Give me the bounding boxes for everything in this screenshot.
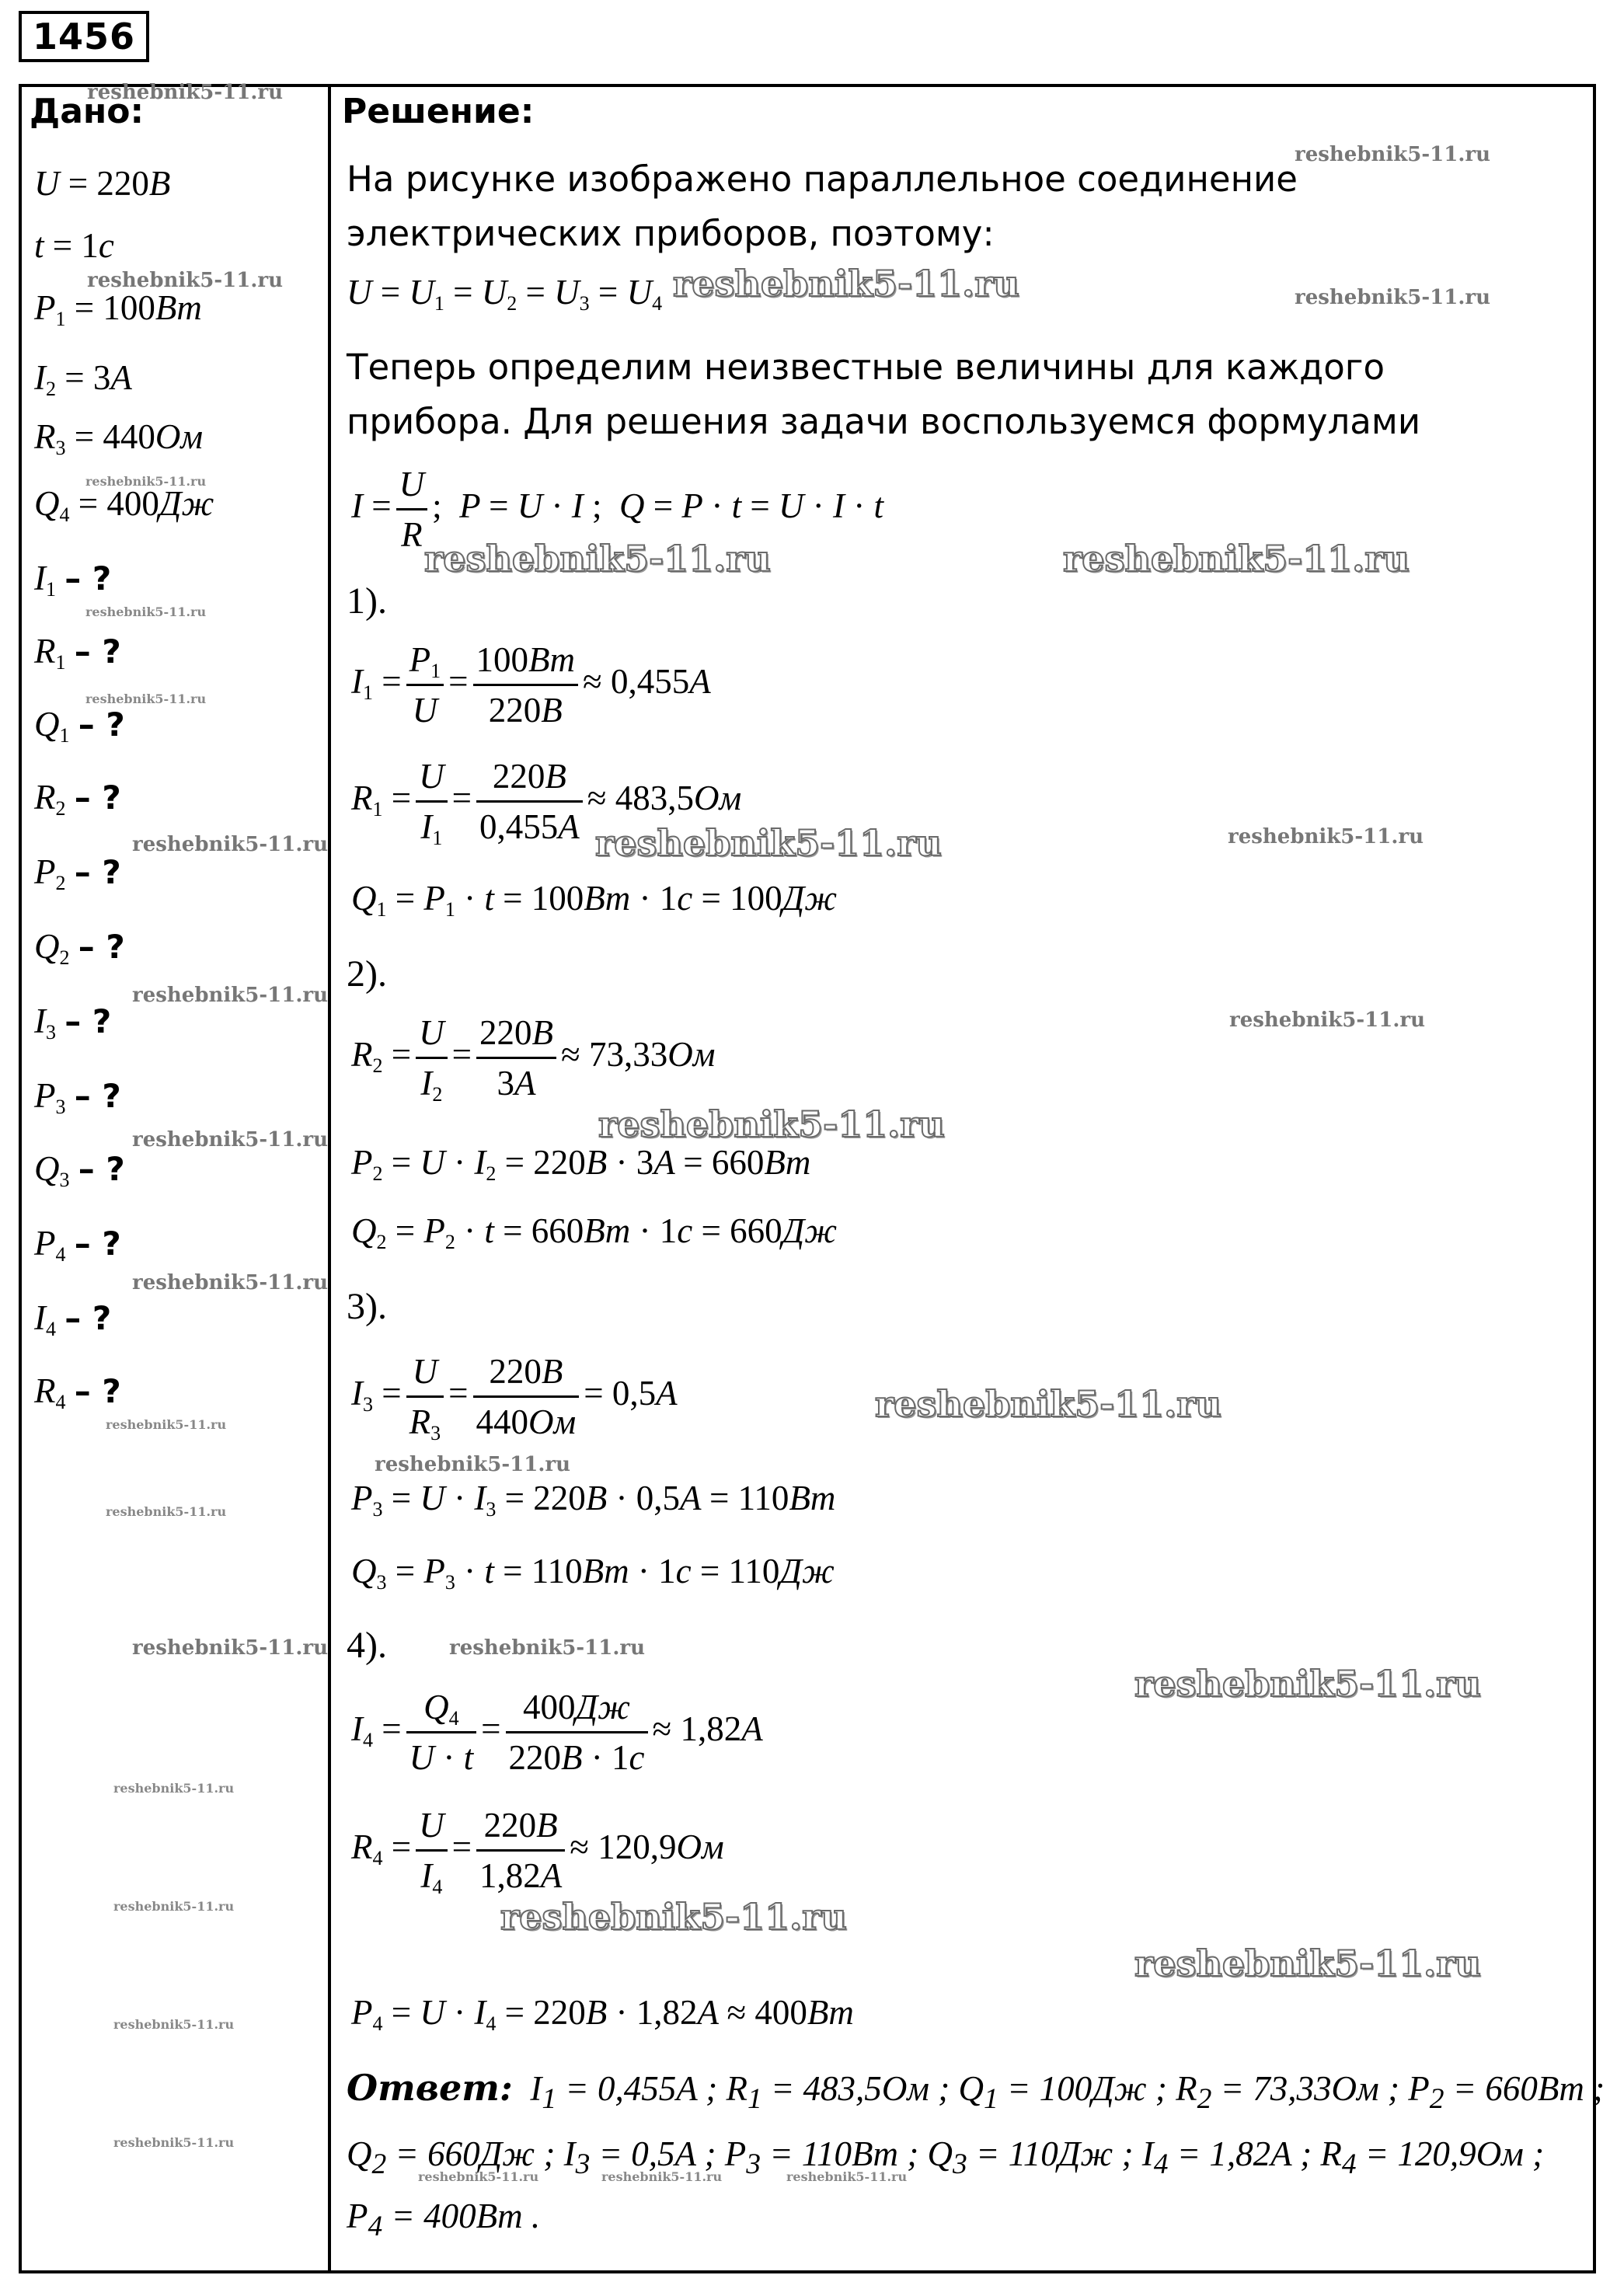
unknown-i4: $I_4$ – ? [34, 1298, 112, 1340]
step-1-label: 1). [347, 580, 387, 622]
given-current-2: $I_2 = 3A$ [34, 358, 132, 400]
watermark: reshebnik5-11.ru [85, 692, 207, 706]
unknown-p2: $P_2$ – ? [34, 852, 121, 894]
answer-line-3: $P_4 = 400Bm$ . [347, 2197, 541, 2242]
watermark: reshebnik5-11.ru [1228, 825, 1424, 848]
watermark: reshebnik5-11.ru [601, 2169, 723, 2184]
watermark: reshebnik5-11.ru [113, 2017, 235, 2032]
given-resistance-3: $R_3 = 440Ом$ [34, 417, 204, 459]
step-1-line-3: $Q_1 = P_1 \cdot t = 100Bm \cdot 1c = 100Дж$ [351, 879, 838, 921]
problem-number: 1456 [19, 11, 149, 62]
watermark: reshebnik5-11.ru [1134, 1942, 1481, 1984]
given-voltage: U = 220B [34, 164, 171, 203]
answer-label: Ответ: [347, 2067, 513, 2109]
watermark: reshebnik5-11.ru [418, 2169, 539, 2184]
unknown-q2: $Q_2$ – ? [34, 927, 125, 969]
watermark: reshebnik5-11.ru [132, 833, 329, 856]
watermark: reshebnik5-11.ru [375, 1453, 571, 1476]
watermark: reshebnik5-11.ru [500, 1896, 847, 1938]
watermark: reshebnik5-11.ru [87, 81, 284, 104]
watermark: reshebnik5-11.ru [1295, 143, 1491, 166]
given-power-1: $P_1 = 100Bm$ [34, 288, 202, 330]
step-4-line-2: $R_4$ = $\frac{U}{I_4}$ = $\frac{220B}{1,82A}$ ≈ 120,9Ом [351, 1801, 724, 1900]
watermark: reshebnik5-11.ru [875, 1383, 1221, 1425]
watermark: reshebnik5-11.ru [1229, 1009, 1426, 1032]
watermark: reshebnik5-11.ru [85, 604, 207, 619]
step-2-line-3: $Q_2 = P_2 \cdot t = 660Bm \cdot 1c = 660Дж$ [351, 1211, 838, 1253]
watermark: reshebnik5-11.ru [87, 269, 284, 292]
column-divider [328, 84, 331, 2273]
step-2-line-2: $P_2 = U \cdot I_2 = 220B \cdot 3A = 660Bm$ [351, 1143, 811, 1185]
step-4-line-3: $P_4 = U \cdot I_4 = 220B \cdot 1,82A \approx 400Bm$ [351, 1993, 854, 2035]
watermark: reshebnik5-11.ru [424, 538, 771, 580]
text-line-1: Теперь определим неизвестные величины для каждого [347, 347, 1385, 388]
watermark: reshebnik5-11.ru [598, 1103, 945, 1145]
watermark: reshebnik5-11.ru [132, 1128, 329, 1151]
watermark: reshebnik5-11.ru [106, 1504, 227, 1519]
general-formulas: I = $\frac{U}{R}$ ; P = U · I ; Q = P · t = U · I · t [351, 460, 883, 559]
step-2-label: 2). [347, 953, 387, 995]
given-heat-4: $Q_4 = 400Дж$ [34, 484, 214, 526]
unknown-r1: $R_1$ – ? [34, 632, 121, 674]
watermark: reshebnik5-11.ru [85, 474, 207, 489]
unknown-i1: $I_1$ – ? [34, 559, 112, 601]
watermark: reshebnik5-11.ru [449, 1636, 646, 1660]
watermark: reshebnik5-11.ru [1134, 1663, 1481, 1705]
watermark: reshebnik5-11.ru [673, 263, 1019, 305]
watermark: reshebnik5-11.ru [132, 1636, 329, 1660]
watermark: reshebnik5-11.ru [113, 2135, 235, 2150]
given-heading: Дано: [30, 92, 145, 131]
step-3-line-3: $Q_3 = P_3 \cdot t = 110Bm \cdot 1c = 110Дж$ [351, 1552, 835, 1594]
step-4-label: 4). [347, 1625, 387, 1666]
watermark: reshebnik5-11.ru [106, 1417, 227, 1432]
step-3-line-2: $P_3 = U \cdot I_3 = 220B \cdot 0,5A = 110Bm$ [351, 1479, 836, 1521]
text-line-2: прибора. Для решения задачи воспользуемся формулами [347, 401, 1421, 442]
unknown-q1: $Q_1$ – ? [34, 705, 125, 747]
unknown-i3: $I_3$ – ? [34, 1002, 112, 1043]
unknown-r4: $R_4$ – ? [34, 1371, 121, 1413]
watermark: reshebnik5-11.ru [1295, 286, 1491, 309]
step-1-line-2: $R_1$ = $\frac{U}{I_1}$ = $\frac{220B}{0,455A}$ ≈ 483,5Ом [351, 752, 741, 851]
solution-heading: Решение: [342, 92, 535, 131]
step-4-line-1: $I_4$ = $\frac{Q_4}{U \cdot t}$ = $\frac{400Дж}{220B \cdot 1c}$ ≈ 1,82A [351, 1683, 763, 1782]
unknown-r2: $R_2$ – ? [34, 778, 121, 820]
unknown-p4: $P_4$ – ? [34, 1224, 121, 1266]
intro-line-2: электрических приборов, поэтому: [347, 213, 995, 254]
watermark: reshebnik5-11.ru [132, 984, 329, 1007]
intro-line-1: На рисунке изображено параллельное соединение [347, 159, 1298, 200]
step-1-line-1: $I_1$ = $\frac{P_1}{U}$ = $\frac{100Bm}{220B}$ ≈ 0,455A [351, 636, 711, 734]
step-3-line-1: $I_3$ = $\frac{U}{R_3}$ = $\frac{220B}{440Ом}$ = 0,5A [351, 1347, 678, 1446]
answer-line-2: $Q_2 = 660Дж$ ; $I_3 = 0,5A$ ; $P_3 = 110Bm$ ; $Q_3 = 110Дж$ ; $I_4 = 1,82A$ ; $R_4 = 120,9Ом$ ; [347, 2134, 1545, 2180]
answer-line-1: Ответ: $I_1 = 0,455A$ ; $R_1 = 483,5Ом$ ; $Q_1 = 100Дж$ ; $R_2 = 73,33Ом$ ; $P_2 = 660Bm$ ; [347, 2067, 1605, 2115]
voltage-equation: $U = U_1 = U_2 = U_3 = U_4$ [347, 273, 663, 315]
watermark: reshebnik5-11.ru [132, 1271, 329, 1294]
watermark: reshebnik5-11.ru [786, 2169, 908, 2184]
unknown-p3: $P_3$ – ? [34, 1076, 121, 1118]
step-2-line-1: $R_2$ = $\frac{U}{I_2}$ = $\frac{220B}{3A}$ ≈ 73,33Ом [351, 1009, 715, 1107]
watermark: reshebnik5-11.ru [595, 822, 942, 864]
unknown-q3: $Q_3$ – ? [34, 1149, 125, 1191]
watermark: reshebnik5-11.ru [1063, 538, 1410, 580]
watermark: reshebnik5-11.ru [113, 1781, 235, 1796]
given-time: t = 1c [34, 226, 114, 265]
watermark: reshebnik5-11.ru [113, 1899, 235, 1914]
step-3-label: 3). [347, 1286, 387, 1327]
